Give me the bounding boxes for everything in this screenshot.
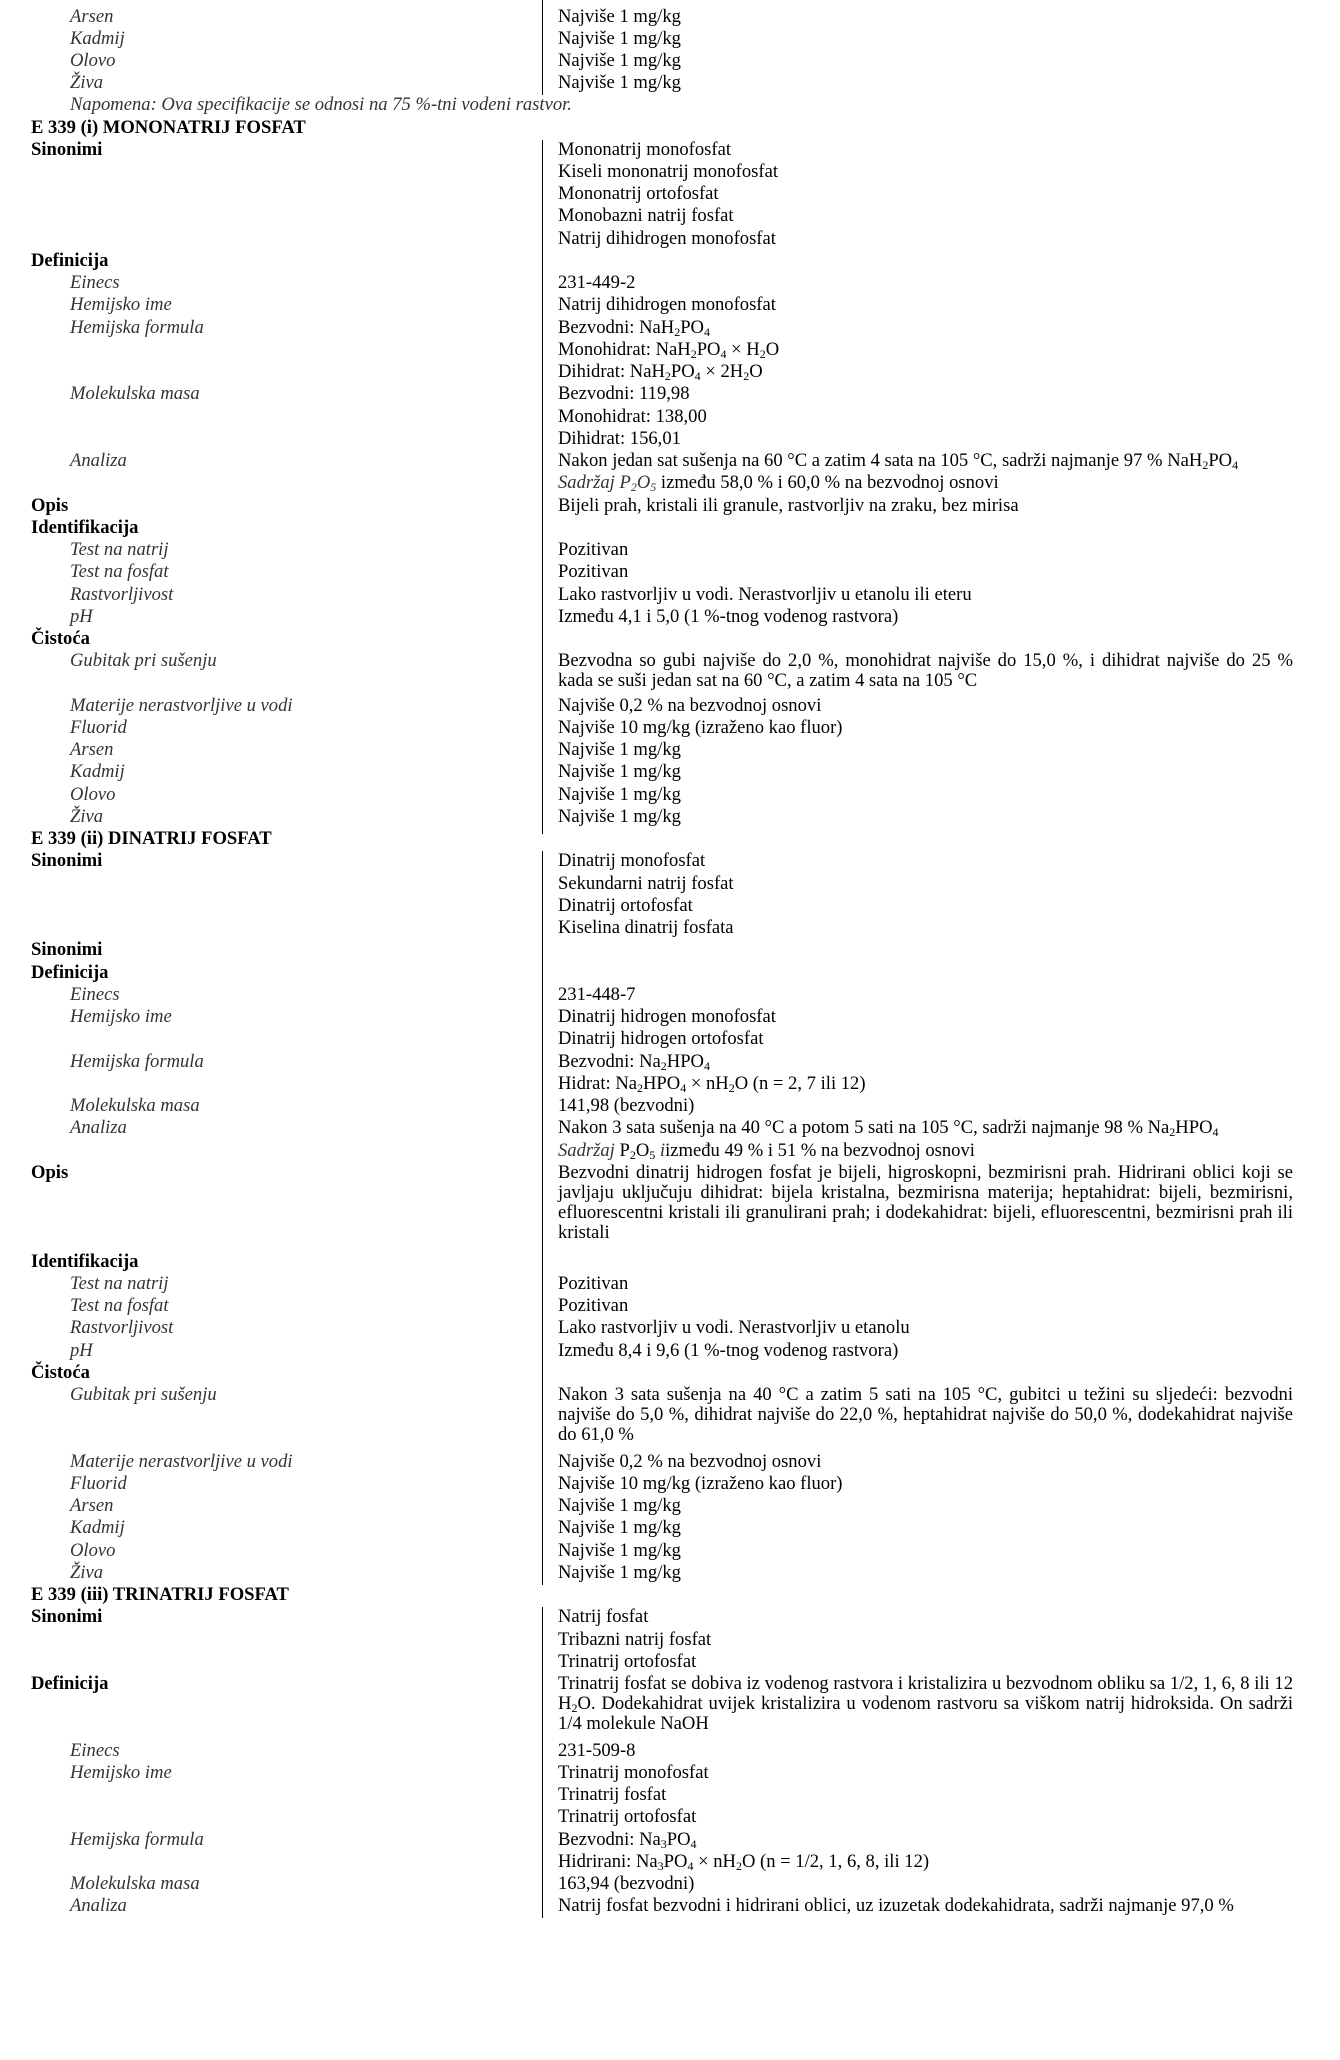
field-label: Fluorid bbox=[70, 717, 127, 738]
section-heading: Opis bbox=[31, 1162, 69, 1183]
field-label: Einecs bbox=[70, 984, 120, 1005]
field-label: Kadmij bbox=[70, 761, 125, 782]
field-value: Dinatrij hidrogen monofosfat bbox=[558, 1006, 776, 1027]
field-label: Fluorid bbox=[70, 1473, 127, 1494]
section-heading: Čistoća bbox=[31, 628, 90, 649]
field-value: Hidrirani: $Na_3PO_4 \times nH_2O$ (n = 1/2, 1, 6, 8, ili 12) bbox=[558, 1851, 930, 1873]
field-value: Mononatrij ortofosfat bbox=[558, 183, 719, 204]
field-value: Između 8,4 i 9,6 (1 %-tnog vodenog rastvora) bbox=[558, 1340, 899, 1361]
field-value: Mononatrij monofosfat bbox=[558, 139, 731, 160]
field-label: Rastvorljivost bbox=[70, 584, 174, 605]
field-value: Najviše 1 mg/kg bbox=[558, 50, 681, 71]
field-value: Kiseli mononatrij monofosfat bbox=[558, 161, 778, 182]
field-value: Bezvodni: $NaH_2PO_4$ bbox=[558, 317, 710, 339]
section-heading: E 339 (iii) TRINATRIJ FOSFAT bbox=[31, 1584, 289, 1605]
field-label: pH bbox=[70, 1340, 93, 1361]
field-label: Molekulska masa bbox=[70, 1873, 200, 1894]
column-divider bbox=[542, 1607, 543, 1918]
field-label: Materije nerastvorljive u vodi bbox=[70, 695, 293, 716]
field-label: pH bbox=[70, 606, 93, 627]
field-value: Natrij fosfat bezvodni i hidrirani oblici, uz izuzetak dodekahidrata, sadrži najmanje 97,0 % bbox=[558, 1895, 1234, 1916]
field-label: Gubitak pri sušenju bbox=[70, 1384, 217, 1405]
column-divider bbox=[542, 140, 543, 834]
field-label: Analiza bbox=[70, 1117, 127, 1138]
field-label: Živa bbox=[70, 806, 104, 827]
field-label: Olovo bbox=[70, 50, 116, 71]
field-value: 231-509-8 bbox=[558, 1740, 636, 1761]
field-label: Test na fosfat bbox=[70, 1295, 169, 1316]
field-value: Najviše 1 mg/kg bbox=[558, 72, 681, 93]
field-value: Dinatrij ortofosfat bbox=[558, 895, 693, 916]
field-label: Arsen bbox=[70, 739, 114, 760]
field-value: Monobazni natrij fosfat bbox=[558, 205, 734, 226]
field-label: Molekulska masa bbox=[70, 383, 200, 404]
field-value: Najviše 0,2 % na bezvodnoj osnovi bbox=[558, 695, 822, 716]
field-label: Olovo bbox=[70, 1540, 116, 1561]
field-value: Dihidrat: 156,01 bbox=[558, 428, 681, 449]
field-value: Bezvodna so gubi najviše do 2,0 %, monohidrat najviše do 15,0 %, i dihidrat najviše do 25 % kada se suši jedan sat na 60 °C, a zatim 4 sata na 105 °C bbox=[558, 650, 1293, 691]
field-value: Najviše 10 mg/kg (izraženo kao fluor) bbox=[558, 1473, 843, 1494]
field-value: 141,98 (bezvodni) bbox=[558, 1095, 695, 1116]
field-label: Test na natrij bbox=[70, 1273, 169, 1294]
field-value: Sekundarni natrij fosfat bbox=[558, 873, 734, 894]
field-value: Sadržaj $P_2O_5$ iizmeđu 49 % i 51 % na bezvodnoj osnovi bbox=[558, 1140, 975, 1162]
field-value: 163,94 (bezvodni) bbox=[558, 1873, 695, 1894]
field-value: Najviše 10 mg/kg (izraženo kao fluor) bbox=[558, 717, 843, 738]
field-label: Molekulska masa bbox=[70, 1095, 200, 1116]
section-heading: Definicija bbox=[31, 250, 109, 271]
field-value: Bezvodni: $Na_2HPO_4$ bbox=[558, 1051, 710, 1073]
field-value: Tribazni natrij fosfat bbox=[558, 1629, 712, 1650]
field-value: Nakon 3 sata sušenja na 40 °C a zatim 5 sati na 105 °C, gubitci u težini su sljedeći: bezvodni najviše do 5,0 %, dihidrat najviše do 22,0 %, heptahidrat najviše do 50,0 %, dodekahidrat najviše do 61,0 % bbox=[558, 1384, 1293, 1445]
field-label: Test na natrij bbox=[70, 539, 169, 560]
field-value: 231-449-2 bbox=[558, 272, 636, 293]
field-value: Bezvodni: 119,98 bbox=[558, 383, 690, 404]
field-value: Najviše 1 mg/kg bbox=[558, 1517, 681, 1538]
field-label: Gubitak pri sušenju bbox=[70, 650, 217, 671]
field-label: Hemijsko ime bbox=[70, 1762, 172, 1783]
field-label: Materije nerastvorljive u vodi bbox=[70, 1451, 293, 1472]
field-value: Nakon jedan sat sušenja na 60 °C a zatim 4 sata na 105 °C, sadrži najmanje 97 % $NaH_2PO_4$ bbox=[558, 450, 1239, 472]
field-label: Živa bbox=[70, 1562, 104, 1583]
field-label: Hemijska formula bbox=[70, 1051, 204, 1072]
section-heading: Sinonimi bbox=[31, 939, 103, 960]
field-value: Hidrat: $Na_2HPO_4 \times nH_2O$ (n = 2, 7 ili 12) bbox=[558, 1073, 866, 1095]
field-value: Lako rastvorljiv u vodi. Nerastvorljiv u etanolu bbox=[558, 1317, 910, 1338]
field-value: Natrij fosfat bbox=[558, 1606, 649, 1627]
note-text: Napomena: Ova specifikacije se odnosi na 75 %-tni vodeni rastvor. bbox=[70, 94, 572, 115]
section-heading: Definicija bbox=[31, 962, 109, 983]
field-value: Najviše 1 mg/kg bbox=[558, 1540, 681, 1561]
field-value: Trinatrij fosfat bbox=[558, 1784, 667, 1805]
field-label: Einecs bbox=[70, 1740, 120, 1761]
field-value: Trinatrij ortofosfat bbox=[558, 1651, 697, 1672]
field-value: Pozitivan bbox=[558, 1295, 629, 1316]
section-heading: Opis bbox=[31, 495, 69, 516]
field-value: Trinatrij fosfat se dobiva iz vodenog rastvora i kristalizira u bezvodnom obliku sa 1/2, 1, 6, 8 ili 12 $H_2O$. Dodekahidrat uvijek kristalizira u vodenom rastvoru sa viškom natrij hidroksida. On sadrži 1/4 molekule NaOH bbox=[558, 1673, 1293, 1734]
field-value: Najviše 1 mg/kg bbox=[558, 739, 681, 760]
field-label: Test na fosfat bbox=[70, 561, 169, 582]
field-label: Hemijsko ime bbox=[70, 1006, 172, 1027]
field-label: Einecs bbox=[70, 272, 120, 293]
field-value: Bezvodni: $Na_3PO_4$ bbox=[558, 1829, 697, 1851]
section-heading: Identifikacija bbox=[31, 1251, 139, 1272]
field-label: Arsen bbox=[70, 6, 114, 27]
field-value: Bijeli prah, kristali ili granule, rastvorljiv na zraku, bez mirisa bbox=[558, 495, 1019, 516]
field-value: 231-448-7 bbox=[558, 984, 636, 1005]
section-heading: Sinonimi bbox=[31, 139, 103, 160]
field-label: Olovo bbox=[70, 784, 116, 805]
field-value: Pozitivan bbox=[558, 539, 629, 560]
field-value: Sadržaj $P_2O_5$ između 58,0 % i 60,0 % na bezvodnoj osnovi bbox=[558, 472, 999, 494]
field-value: Trinatrij ortofosfat bbox=[558, 1806, 697, 1827]
field-value: Trinatrij monofosfat bbox=[558, 1762, 709, 1783]
field-value: Monohidrat: $NaH_2PO_4 \times H_2O$ bbox=[558, 339, 780, 361]
field-value: Natrij dihidrogen monofosfat bbox=[558, 294, 776, 315]
field-value: Dinatrij monofosfat bbox=[558, 850, 706, 871]
column-divider bbox=[542, 0, 543, 95]
section-heading: Sinonimi bbox=[31, 1606, 103, 1627]
field-value: Bezvodni dinatrij hidrogen fosfat je bijeli, higroskopni, bezmirisni prah. Hidrirani oblici koji se javljaju uključuju dihidrat: bijela kristalna, bezmirisna materija; heptahidrat: bijeli, bezmirisni, efluorescentni kristali ili granulirani prah; i dodekahidrat: bijeli, efluorescentni, bezmirisni prah ili kristali bbox=[558, 1162, 1293, 1243]
field-value: Natrij dihidrogen monofosfat bbox=[558, 228, 776, 249]
section-heading: Čistoća bbox=[31, 1362, 90, 1383]
field-value: Pozitivan bbox=[558, 1273, 629, 1294]
field-value: Najviše 1 mg/kg bbox=[558, 28, 681, 49]
field-value: Najviše 1 mg/kg bbox=[558, 1495, 681, 1516]
field-label: Analiza bbox=[70, 1895, 127, 1916]
section-heading: E 339 (i) MONONATRIJ FOSFAT bbox=[31, 117, 306, 138]
field-value: Kiselina dinatrij fosfata bbox=[558, 917, 734, 938]
field-label: Rastvorljivost bbox=[70, 1317, 174, 1338]
section-heading: Identifikacija bbox=[31, 517, 139, 538]
field-value: Najviše 1 mg/kg bbox=[558, 1562, 681, 1583]
column-divider bbox=[542, 851, 543, 1585]
field-value: Monohidrat: 138,00 bbox=[558, 406, 707, 427]
field-label: Hemijska formula bbox=[70, 1829, 204, 1850]
field-value: Nakon 3 sata sušenja na 40 °C a potom 5 sati na 105 °C, sadrži najmanje 98 % $Na_2HPO_4$ bbox=[558, 1117, 1219, 1139]
field-value: Najviše 1 mg/kg bbox=[558, 806, 681, 827]
field-label: Kadmij bbox=[70, 1517, 125, 1538]
field-label: Kadmij bbox=[70, 28, 125, 49]
field-value: Dihidrat: $NaH_2PO_4 \times 2H_2O$ bbox=[558, 361, 763, 383]
field-label: Hemijsko ime bbox=[70, 294, 172, 315]
field-value: Pozitivan bbox=[558, 561, 629, 582]
field-value: Lako rastvorljiv u vodi. Nerastvorljiv u etanolu ili eteru bbox=[558, 584, 972, 605]
section-heading: E 339 (ii) DINATRIJ FOSFAT bbox=[31, 828, 272, 849]
field-label: Analiza bbox=[70, 450, 127, 471]
field-label: Arsen bbox=[70, 1495, 114, 1516]
field-value: Dinatrij hidrogen ortofosfat bbox=[558, 1028, 764, 1049]
section-heading: Definicija bbox=[31, 1673, 109, 1694]
field-label: Živa bbox=[70, 72, 104, 93]
field-value: Najviše 1 mg/kg bbox=[558, 761, 681, 782]
field-value: Najviše 1 mg/kg bbox=[558, 784, 681, 805]
field-value: Između 4,1 i 5,0 (1 %-tnog vodenog rastvora) bbox=[558, 606, 899, 627]
section-heading: Sinonimi bbox=[31, 850, 103, 871]
field-value: Najviše 1 mg/kg bbox=[558, 6, 681, 27]
field-label: Hemijska formula bbox=[70, 317, 204, 338]
field-value: Najviše 0,2 % na bezvodnoj osnovi bbox=[558, 1451, 822, 1472]
